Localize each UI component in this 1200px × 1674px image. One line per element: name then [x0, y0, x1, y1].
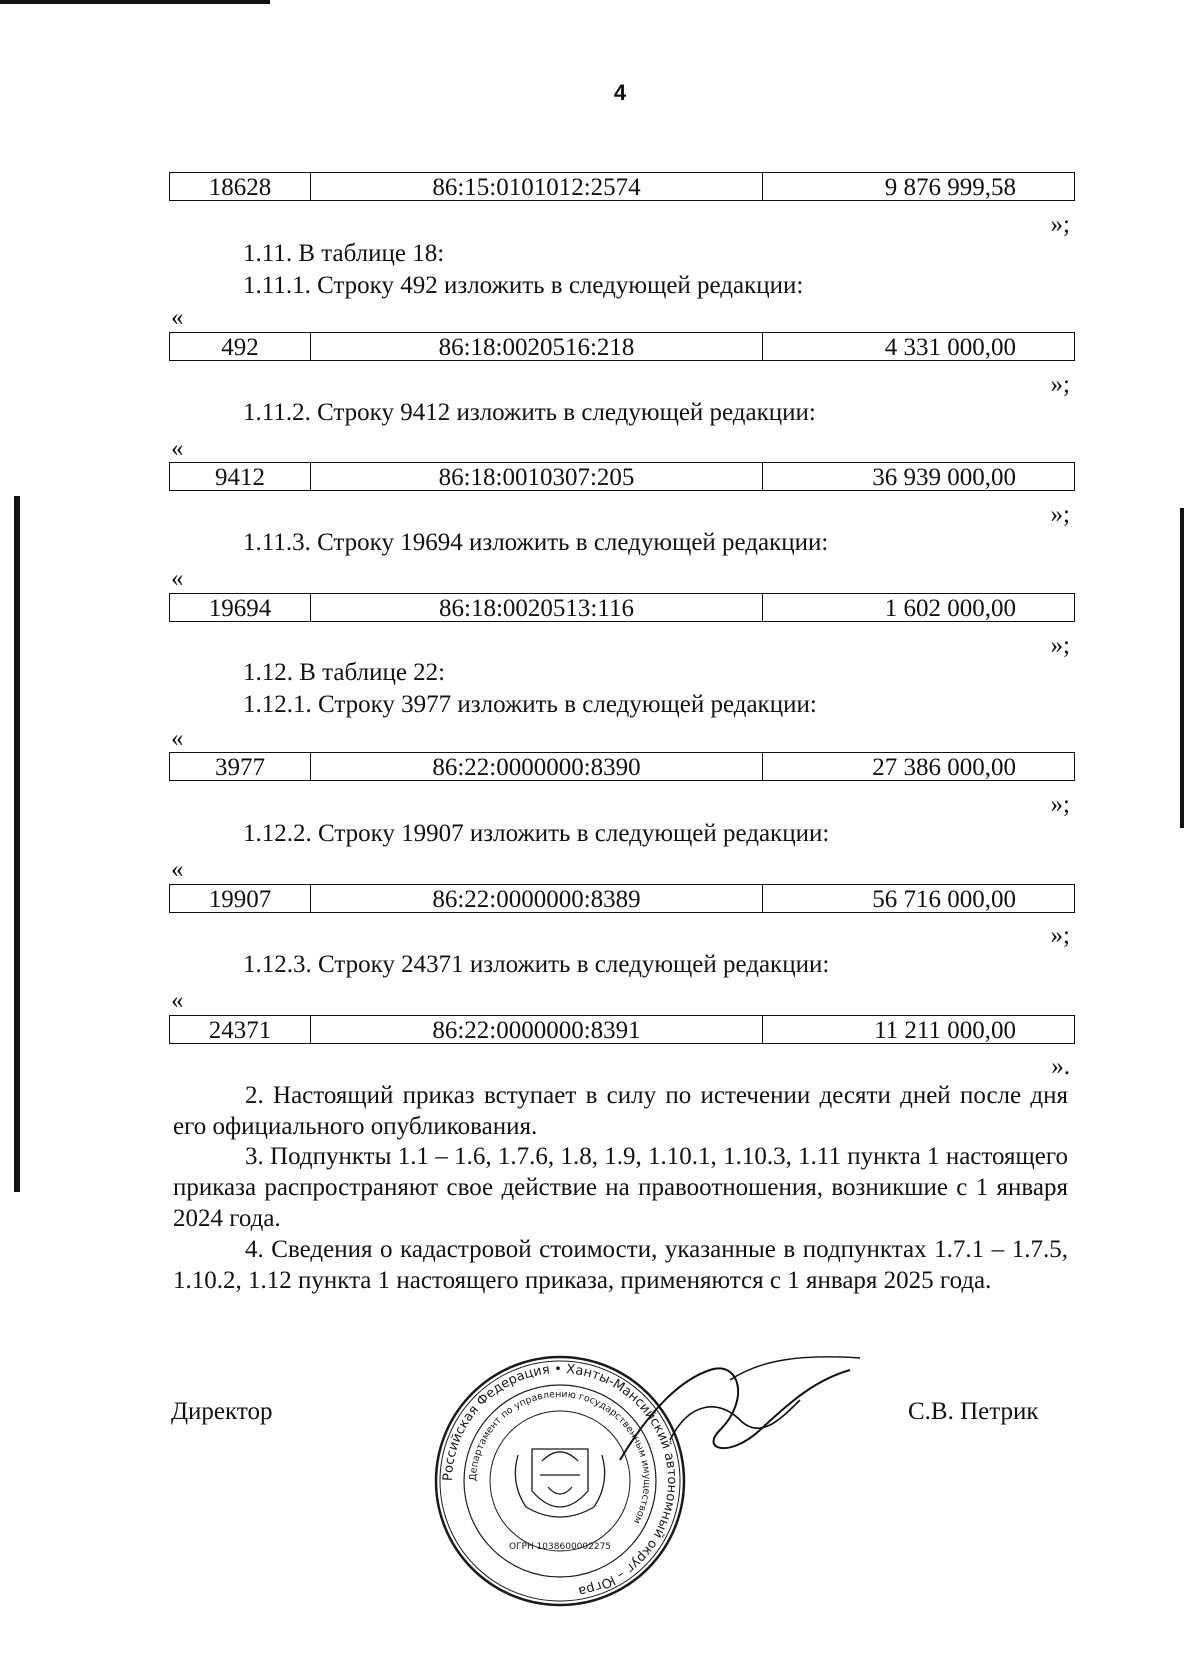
item-1-11-2: 1.11.2. Строку 9412 изложить в следующей редакции: — [243, 399, 816, 426]
row-number: 19694 — [170, 594, 311, 621]
page-number: 4 — [613, 80, 627, 105]
paragraph-3: 3. Подпункты 1.1 – 1.6, 1.7.6, 1.8, 1.9, 1.10.1, 1.10.3, 1.11 пункта 1 настоящего приказа распространяют свое действие на правоотношения, возникшие с 1 января 2024 года. — [173, 1143, 1068, 1232]
item-1-11-1: 1.11.1. Строку 492 изложить в следующей редакции: — [243, 272, 804, 299]
table-row — [169, 172, 1075, 201]
stamp-inner-text: Департамент по управлению государственным имуществом — [467, 1388, 653, 1526]
paragraph-2: 2. Настоящий приказ вступает в силу по истечении десяти дней после дня его официального опубликования. — [173, 1082, 1068, 1140]
closing-quote: »; — [1050, 791, 1070, 818]
cadastral-number: 86:22:0000000:8391 — [311, 1016, 763, 1043]
cadastral-value: 27 386 000,00 — [872, 754, 1016, 781]
handwritten-signature — [610, 1340, 870, 1480]
cadastral-number: 86:18:0020513:116 — [311, 594, 763, 621]
closing-quote: »; — [1050, 211, 1070, 238]
cadastral-value: 9 876 999,58 — [884, 174, 1016, 201]
closing-quote: ». — [1051, 1053, 1070, 1080]
closing-quote: »; — [1050, 371, 1070, 398]
cadastral-number: 86:22:0000000:8390 — [311, 753, 763, 780]
opening-quote: « — [171, 987, 184, 1014]
paragraph-4: 4. Сведения о кадастровой стоимости, указанные в подпунктах 1.7.1 – 1.7.5, 1.10.2, 1.12 пункта 1 настоящего приказа, применяются с 1 января 2025 года. — [173, 1236, 1068, 1294]
table-row — [169, 332, 1075, 361]
item-1-12: 1.12. В таблице 22: — [243, 659, 446, 686]
stamp-outer-text: Российская Федерация • Ханты-Мансийский автономный округ – Югра — [440, 1361, 680, 1599]
cadastral-value: 56 716 000,00 — [872, 886, 1016, 913]
opening-quote: « — [171, 565, 184, 592]
cadastral-number: 86:18:0020516:218 — [311, 333, 763, 360]
item-1-12-1: 1.12.1. Строку 3977 изложить в следующей редакции: — [243, 691, 817, 718]
row-number: 492 — [170, 333, 311, 360]
scan-artifact-left — [14, 496, 20, 1192]
opening-quote: « — [171, 725, 184, 752]
scan-artifact-top — [0, 0, 270, 4]
item-1-12-3: 1.12.3. Строку 24371 изложить в следующей редакции: — [243, 951, 830, 978]
row-number: 18628 — [170, 173, 311, 200]
item-1-11-3: 1.11.3. Строку 19694 изложить в следующей редакции: — [243, 529, 829, 556]
signatory-name: С.В. Петрик — [908, 1398, 1039, 1425]
opening-quote: « — [171, 856, 184, 883]
table-row — [169, 1015, 1075, 1044]
row-number: 9412 — [170, 463, 311, 490]
row-number: 19907 — [170, 885, 311, 912]
signatory-position: Директор — [171, 1398, 273, 1425]
closing-quote: »; — [1050, 922, 1070, 949]
closing-quote: »; — [1050, 501, 1070, 528]
row-number: 24371 — [170, 1016, 311, 1043]
table-row — [169, 752, 1075, 781]
cadastral-value: 11 211 000,00 — [874, 1017, 1016, 1044]
table-row — [169, 884, 1075, 913]
cadastral-number: 86:22:0000000:8389 — [311, 885, 763, 912]
item-1-12-2: 1.12.2. Строку 19907 изложить в следующей редакции: — [243, 820, 830, 847]
table-row — [169, 593, 1075, 622]
cadastral-value: 4 331 000,00 — [884, 334, 1016, 361]
stamp-ogrn: ОГРН 1038600002275 — [508, 1542, 612, 1552]
cadastral-value: 36 939 000,00 — [872, 464, 1016, 491]
scan-artifact-right — [1180, 508, 1184, 828]
cadastral-number: 86:18:0010307:205 — [311, 463, 763, 490]
row-number: 3977 — [170, 753, 311, 780]
closing-quote: »; — [1050, 632, 1070, 659]
opening-quote: « — [171, 304, 184, 331]
item-1-11: 1.11. В таблице 18: — [243, 240, 445, 267]
opening-quote: « — [171, 435, 184, 462]
table-row — [169, 462, 1075, 491]
cadastral-number: 86:15:0101012:2574 — [311, 173, 763, 200]
cadastral-value: 1 602 000,00 — [884, 595, 1016, 622]
